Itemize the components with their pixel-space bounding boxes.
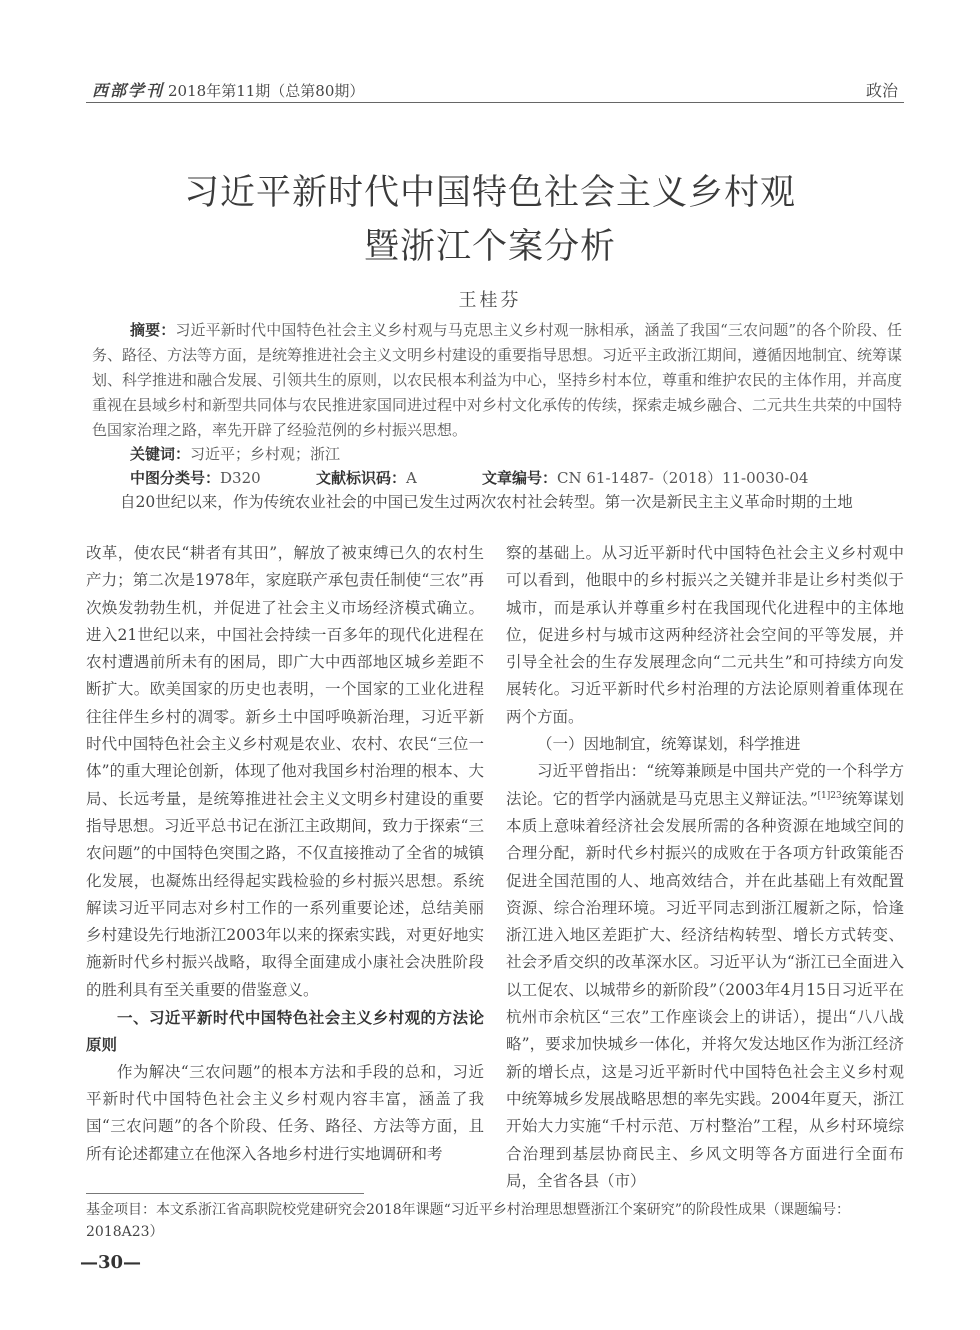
section-label: 政治 [865,81,898,100]
article-value: CN 61-1487-（2018）11-0030-04 [557,469,809,487]
footnote-rule [86,1193,364,1194]
journal-name: 西部学刊 [92,81,165,100]
doc-value: A [406,469,417,487]
document-code [316,466,482,490]
page-number: —30— [80,1252,142,1273]
title-line-2: 暨浙江个案分析 [363,227,616,267]
subsection-heading-1: （一）因地制宜，统筹谋划，科学推进 [537,735,801,754]
author-name: 王桂芬 [458,290,522,311]
article-label: 文章编号： [482,469,558,487]
abstract-label: 摘要： [130,321,176,339]
doc-label: 文献标识码： [316,469,407,487]
classification-meta [130,466,900,490]
article-title [80,166,900,274]
header-rule [86,102,904,103]
keywords-label: 关键词： [130,445,191,463]
body-paragraph [506,758,904,1195]
article-number [482,466,808,490]
section-heading-1: 一、习近平新时代中国特色社会主义乡村观的方法论原则 [86,1008,484,1055]
abstract [92,318,902,443]
citation-ref: [1]23 [817,790,842,801]
clc-value: D320 [220,469,261,487]
clc-label: 中图分类号： [130,469,221,487]
right-column [506,540,904,1195]
keywords-text: 习近平；乡村观；浙江 [190,445,341,463]
running-head [92,78,898,101]
body-paragraph: 察的基础上。从习近平新时代中国特色社会主义乡村观中可以看到，他眼中的乡村振兴之关键并非是让乡村类似于城市，而是承认并尊重乡村在我国现代化进程中的主体地位，促进乡村与城市这两种经济社会空间的平等发展，并引导全社会的生存发展理念向“二元共生”和可持续方向发展转化。习近平新时代乡村治理的方法论原则着重体现在两个方面。 [506,544,904,726]
issue-info: 2018年第11期（总第80期） [168,82,365,100]
keywords [130,442,900,466]
abstract-text: 习近平新时代中国特色社会主义乡村观与马克思主义乡村观一脉相承，涵盖了我国“三农问题”的各个阶段、任务、路径、方法等方面，是统筹推进社会主义文明乡村建设的重要指导思想。习近平主政浙江期间，遵循因地制宜、统筹谋划、科学推进和融合发展、引领共生的原则，以农民根本利益为中心，坚持乡村本位，尊重和维护农民的主体作用，并高度重视在县域乡村和新型共同体与农民推进家国同进过程中对乡村文化承传的传续，探索走城乡融合、二元共生共荣的中国特色国家治理之路，率先开辟了经验范例的乡村振兴思想。 [92,321,903,439]
body-text: 统筹谋划本质上意味着经济社会发展所需的各种资源在地域空间的合理分配，新时代乡村振兴的成败在于各项方针政策能否促进全国范围的人、地高效结合，并在此基础上有效配置资源、综合治理环境。习近平同志到浙江履新之际，恰逢浙江进入地区差距扩大、经济结构转型、增长方式转变、社会矛盾交织的改革深水区。习近平认为“浙江已全面进入以工促农、以城带乡的新阶段”（2003年4月15日习近平在杭州市余杭区“三农”工作座谈会上的讲话），提出“八八战略”，要求加快城乡一体化，并将欠发达地区作为浙江经济新的增长点，这是习近平新时代中国特色社会主义乡村观中统筹城乡发展战略思想的率先实践。2004年夏天，浙江开始大力实施“千村示范、万村整治”工程，从乡村环境综合治理到基层协商民主、乡风文明等各方面进行全面布局，全省各县（市） [506,789,904,1190]
title-line-1: 习近平新时代中国特色社会主义乡村观 [183,173,796,213]
lead-paragraph: 自20世纪以来，作为传统农业社会的中国已发生过两次农村社会转型。第一次是新民主主义革命时期的土地 [120,493,853,511]
body-paragraph: 作为解决“三农问题”的根本方法和手段的总和，习近平新时代中国特色社会主义乡村观内容丰富，涵盖了我国“三农问题”的各个阶段、任务、路径、方法等方面，且所有论述都建立在他深入各地乡村进行实地调研和考 [86,1062,484,1163]
left-column [86,540,484,1168]
quote-text: 习近平曾指出：“统筹兼顾是中国共产党的一个科学方法论。它的哲学内涵就是马克思主义辩证法。” [506,762,904,808]
fund-footnote: 基金项目：本文系浙江省高职院校党建研究会2018年课题“习近平乡村治理思想暨浙江个案研究”的阶段性成果（课题编号：2018A23） [86,1202,850,1240]
clc-number [130,466,316,490]
body-paragraph: 改革，使农民“耕者有其田”，解放了被束缚已久的农村生产力；第二次是1978年，家庭联产承包责任制使“三农”再次焕发勃勃生机，并促进了社会主义市场经济模式确立。进入21世纪以来，中国社会持续一百多年的现代化进程在农村遭遇前所未有的困局，即广大中西部地区城乡差距不断扩大。欧美国家的历史也表明，一个国家的工业化进程往往伴生乡村的凋零。新乡土中国呼唤新治理，习近平新时代中国特色社会主义乡村观是农业、农村、农民“三位一体”的重大理论创新，体现了他对我国乡村治理的根本、大局、长远考量，是统筹推进社会主义文明乡村建设的重要指导思想。习近平总书记在浙江主政期间，致力于探索“三农问题”的中国特色突围之路，不仅直接推动了全省的城镇化发展，也凝炼出经得起实践检验的乡村振兴思想。系统解读习近平同志对乡村工作的一系列重要论述，总结美丽乡村建设先行地浙江2003年以来的探索实践，对更好地实施新时代乡村振兴战略，取得全面建成小康社会决胜阶段的胜利具有至关重要的借鉴意义。 [86,544,484,999]
